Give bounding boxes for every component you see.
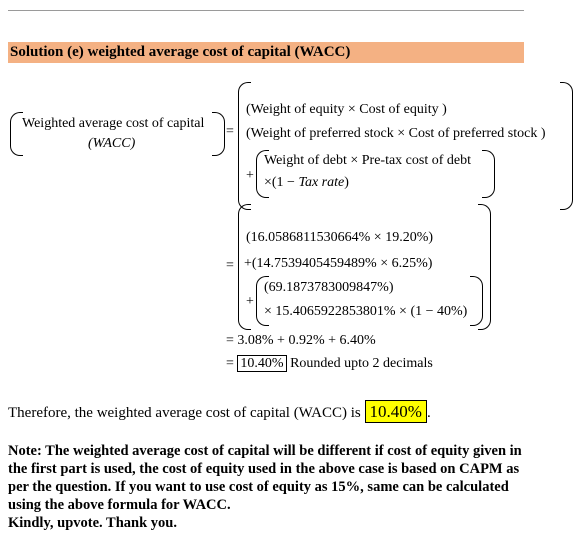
formula-right-paren <box>560 82 573 210</box>
substitution-right-paren <box>478 204 491 330</box>
conclusion-highlighted-value: 10.40% <box>365 400 427 423</box>
debt-line2-var: Tax rate <box>298 175 345 190</box>
lhs-line2: (WACC) <box>88 136 136 151</box>
substitution-line2: +(14.7539405459489% × 6.25%) <box>244 256 433 271</box>
lhs-line1: Weighted average cost of capital <box>22 116 205 131</box>
result-equals: = <box>226 356 234 371</box>
debt-plus: + <box>246 168 254 183</box>
debt-right-paren <box>482 150 495 198</box>
substitution-line1: (16.0586811530664% × 19.20%) <box>246 230 434 245</box>
substitution-line4: × 15.4065922853801% × (1 − 40%) <box>264 304 468 319</box>
substitution-equals: = <box>226 258 234 273</box>
lhs-right-paren <box>212 112 225 156</box>
substitution-plus: + <box>246 294 254 309</box>
result-value-box: 10.40% <box>237 355 286 372</box>
section-heading: Solution (e) weighted average cost of capital (WACC) <box>10 44 351 60</box>
preferred-term: (Weight of preferred stock × Cost of preferred stock ) <box>246 126 546 141</box>
formula-equals: = <box>226 124 234 139</box>
top-divider <box>8 10 524 11</box>
note-block <box>8 442 528 532</box>
debt-line2-suffix: ) <box>344 175 349 190</box>
equity-term: (Weight of equity × Cost of equity ) <box>246 102 447 117</box>
debt-line1: Weight of debt × Pre-tax cost of debt <box>264 153 471 168</box>
note-text: Note: The weighted average cost of capital will be different if cost of equity given in the first part is used, the cost of equity used in the above case is based on CAPM as per the question. If you want to use cost of equity as 15%, same can be calculated using the above formula for WACC. <box>8 443 522 513</box>
step-sum: = 3.08% + 0.92% + 6.40% <box>226 333 376 348</box>
result-note: Rounded upto 2 decimals <box>290 356 433 371</box>
substitution-line3: (69.1873783009847%) <box>264 280 394 295</box>
conclusion-text: Therefore, the weighted average cost of capital (WACC) is <box>8 405 361 421</box>
debt-line2-prefix: ×(1 − <box>264 175 299 190</box>
note-closing: Kindly, upvote. Thank you. <box>8 515 177 531</box>
conclusion-end: . <box>426 405 431 421</box>
